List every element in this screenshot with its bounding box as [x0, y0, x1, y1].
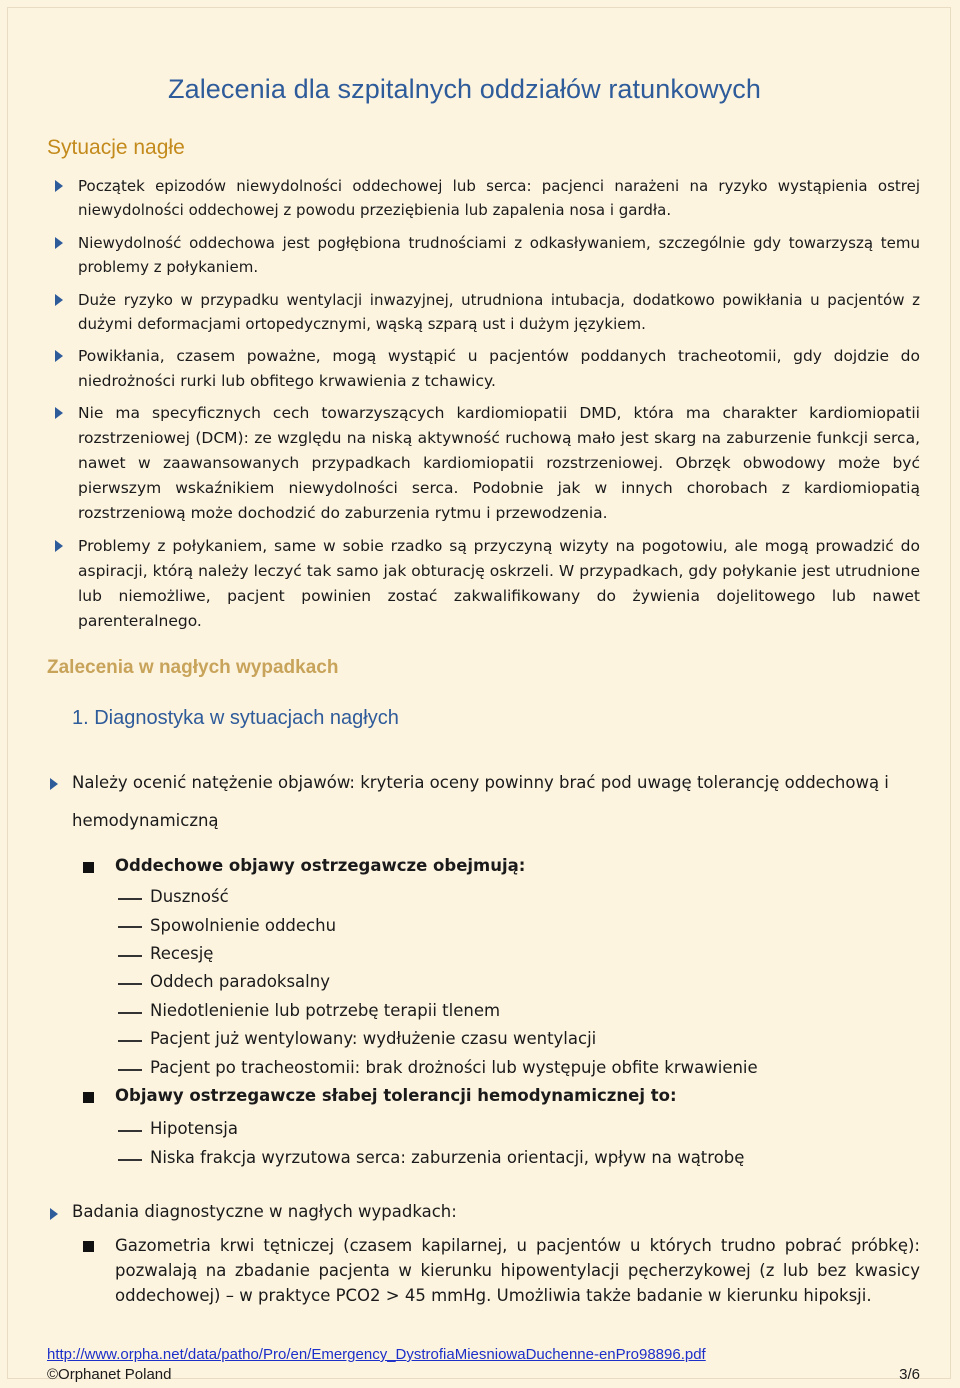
triangle-right-icon [50, 1208, 58, 1220]
resp-item: Oddech paradoksalny [150, 972, 330, 991]
resp-item: Niedotlenienie lub potrzebę terapii tlenem [150, 1001, 501, 1020]
list-item: Początek epizodów niewydolności oddechowej lub serca: pacjenci narażeni na ryzyko wystąpienia ostrej niewydolności oddechowej z powodu przeziębienia lub zapalenia nosa i gardła. [78, 177, 920, 219]
assess-line-1: Należy ocenić natężenie objawów: kryteria oceny powinny brać pod uwagę tolerancję oddechową i [72, 773, 889, 792]
dash-icon [118, 1069, 142, 1071]
list-item: Niewydolność oddechowa jest pogłębiona trudnościami z odkasływaniem, szczególnie gdy towarzyszą temu problemy z połykaniem. [78, 234, 920, 276]
subsection-heading-diagnostics: 1. Diagnostyka w sytuacjach nagłych [72, 707, 399, 729]
page-title: Zalecenia dla szpitalnych oddziałów ratunkowych [168, 74, 762, 104]
dash-icon [118, 926, 142, 928]
square-bullet-icon [83, 1241, 94, 1252]
resp-item: Duszność [150, 887, 229, 906]
hemo-heading: Objawy ostrzegawcze słabej tolerancji hemodynamicznej to: [115, 1086, 677, 1105]
triangle-right-icon [55, 350, 63, 362]
resp-item: Pacjent po tracheostomii: brak drożności lub występuje obfite krwawienie [150, 1058, 758, 1077]
square-bullet-icon [83, 1092, 94, 1103]
assess-line-2: hemodynamiczną [72, 811, 219, 830]
triangle-right-icon [55, 294, 63, 306]
page-number: 3/6 [899, 1366, 920, 1383]
hemo-item: Hipotensja [150, 1119, 238, 1138]
resp-item: Recesję [150, 944, 214, 963]
dash-icon [118, 898, 142, 900]
list-item: Duże ryzyko w przypadku wentylacji inwazyjnej, utrudniona intubacja, dodatkowo powikłania u pacjentów z dużymi deformacjami ortopedycznymi, wąską szparą ust i dużym językiem. [78, 291, 920, 333]
tests-label: Badania diagnostyczne w nagłych wypadkach: [72, 1202, 457, 1221]
triangle-right-icon [55, 407, 63, 419]
triangle-right-icon [55, 180, 63, 192]
resp-item: Pacjent już wentylowany: wydłużenie czasu wentylacji [150, 1029, 597, 1048]
hemo-item: Niska frakcja wyrzutowa serca: zaburzenia orientacji, wpływ na wątrobę [150, 1148, 745, 1167]
section-heading-emergencies: Sytuacje nagłe [47, 136, 185, 159]
list-item: Powikłania, czasem poważne, mogą wystąpić u pacjentów poddanych tracheotomii, gdy dojdzie do niedrożności rurki lub obfitego krwawienia z tchawicy. [78, 347, 920, 390]
triangle-right-icon [55, 237, 63, 249]
copyright: ©Orphanet Poland [47, 1366, 172, 1383]
dash-icon [118, 983, 142, 985]
gasometry-paragraph: Gazometria krwi tętniczej (czasem kapilarnej, u pacjentów u których trudno pobrać próbkę): pozwalają na zbadanie pacjenta w kierunku hipowentylacji pęcherzykowej (z lub bez kwasicy oddechowej) – w praktyce PCO2 > 45 mmHg. Umożliwia także badanie w kierunku hipoksji. [115, 1236, 920, 1305]
dash-icon [118, 1130, 142, 1132]
dash-icon [118, 1040, 142, 1042]
list-item: Nie ma specyficznych cech towarzyszących kardiomiopatii DMD, która ma charakter kardiomiopatii rozstrzeniowej (DCM): ze względu na niską aktywność ruchową mało jest skarg na zaburzenie funkcji serca, nawet w zaawansowanych przypadkach kardiomiopatii rozstrzeniowej. Obrzęk obwodowy może być pierwszym wskaźnikiem niewydolności serca. Podobnie jak w innych chorobach z kardiomiopatią rozstrzeniową może dochodzić do zaburzenia rytmu i przewodzenia. [78, 404, 920, 522]
dash-icon [118, 955, 142, 957]
dash-icon [118, 1012, 142, 1014]
list-item: Problemy z połykaniem, same w sobie rzadko są przyczyną wizyty na pogotowiu, ale mogą prowadzić do aspiracji, którą należy leczyć tak samo jak obturację oskrzeli. W przypadkach, gdy połykanie jest utrudnione lub niemożliwe, pacjent powinien zostać zakwalifikowany do żywienia dojelitowego lub nawet parenteralnego. [78, 537, 920, 630]
resp-heading: Oddechowe objawy ostrzegawcze obejmują: [115, 856, 526, 875]
resp-item: Spowolnienie oddechu [150, 916, 337, 935]
dash-icon [118, 1159, 142, 1161]
triangle-right-icon [50, 778, 58, 790]
section-heading-recommendations: Zalecenia w nagłych wypadkach [47, 657, 339, 678]
source-link[interactable]: http://www.orpha.net/data/patho/Pro/en/Emergency_DystrofiaMiesniowaDuchenne-enPro98896.pdf [47, 1346, 706, 1363]
square-bullet-icon [83, 862, 94, 873]
triangle-right-icon [55, 540, 63, 552]
